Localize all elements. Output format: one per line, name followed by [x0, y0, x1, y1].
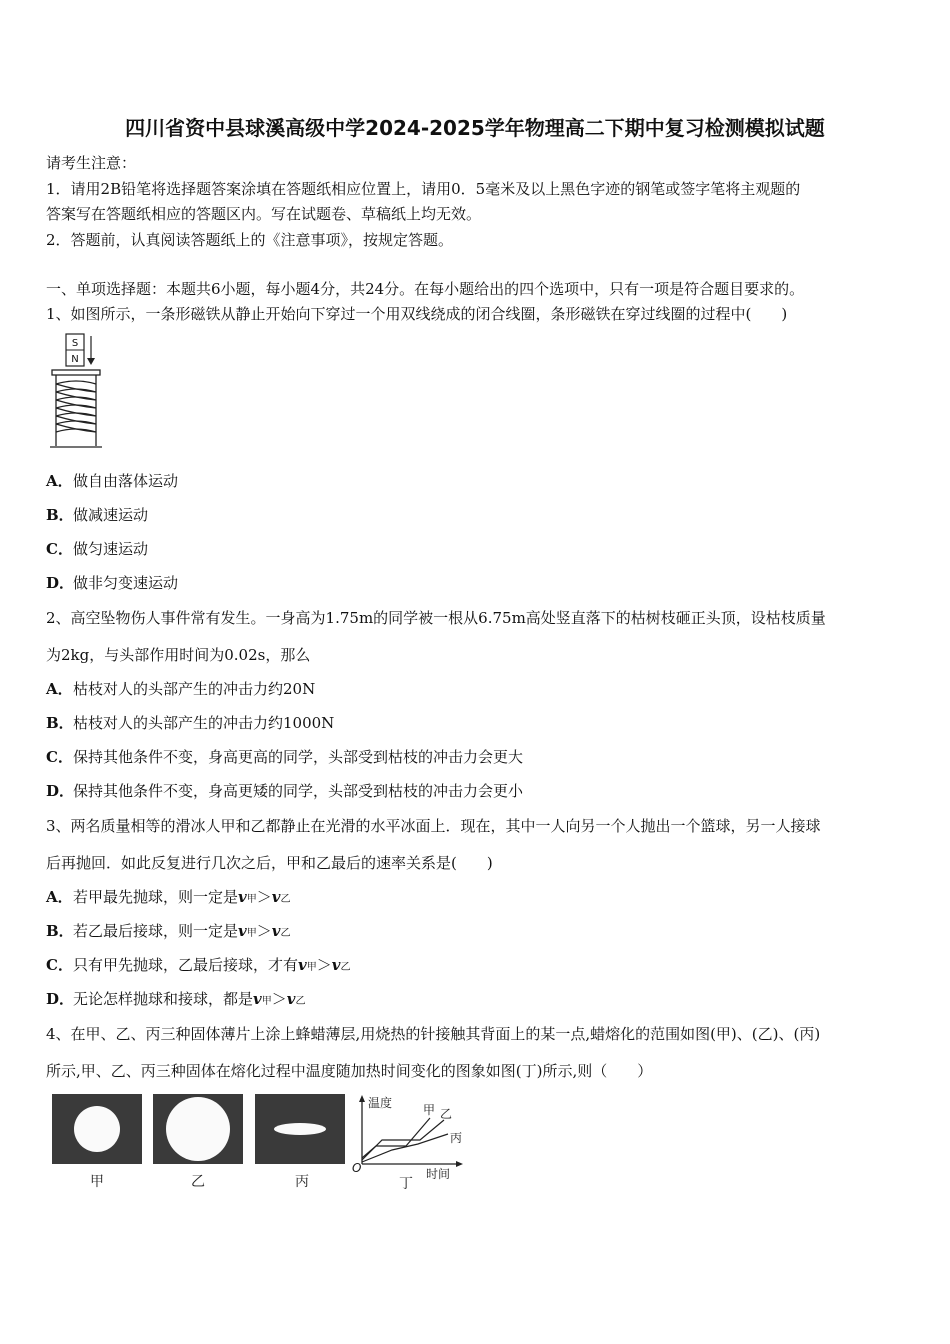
section-heading: 一、单项选择题：本题共6小题，每小题4分，共24分。在每小题给出的四个选项中，只有一项是符合题目要求的。	[46, 280, 805, 298]
plate-bing	[255, 1094, 345, 1164]
notice-heading: 请考生注意：	[46, 154, 137, 172]
q2-option-d: D．保持其他条件不变，身高更矮的同学，头部受到枯枝的冲击力会更小	[46, 782, 524, 800]
fig-label-ding: 丁	[399, 1176, 413, 1192]
down-arrow-icon	[87, 336, 95, 365]
curve-bing	[362, 1134, 448, 1162]
graph-origin-label: O	[352, 1161, 362, 1175]
plate-jia	[52, 1094, 142, 1164]
coil-frame	[50, 370, 102, 447]
curve-label-bing: 丙	[450, 1131, 463, 1145]
q2-option-a: A．枯枝对人的头部产生的冲击力约20N	[46, 680, 316, 698]
q1-option-d: D．做非匀变速运动	[46, 574, 179, 592]
page-title: 四川省资中县球溪高级中学2024-2025学年物理高二下期中复习检测模拟试题	[125, 116, 825, 140]
notice-item-2: 2．答题前，认真阅读答题纸上的《注意事项》，按规定答题。	[46, 231, 454, 249]
q3-option-b: B．若乙最后接球，则一定是v甲＞v乙	[46, 922, 291, 940]
bar-magnet	[66, 334, 84, 366]
magnet-n-label: N	[71, 354, 79, 365]
temperature-time-graph	[352, 1095, 463, 1181]
q1-option-a: A．做自由落体运动	[46, 472, 179, 490]
plate-yi	[153, 1094, 243, 1164]
q2-stem: 2、高空坠物伤人事件常有发生。一身高为1.75m的同学被一根从6.75m高处竖直落下的枯树枝砸正头顶，设枯枝质量	[46, 609, 826, 627]
notice-item-1: 1．请用2B铅笔将选择题答案涂填在答题纸相应位置上，请用0．5毫米及以上黑色字迹的钢笔或签字笔将主观题的	[46, 180, 801, 198]
q1-stem: 1、如图所示，一条形磁铁从静止开始向下穿过一个用双线绕成的闭合线圈，条形磁铁在穿过线圈的过程中( )	[46, 305, 788, 323]
q2-option-b: B．枯枝对人的头部产生的冲击力约1000N	[46, 714, 335, 732]
graph-x-label: 时间	[426, 1167, 451, 1181]
magnet-s-label: S	[71, 338, 79, 349]
q3-stem: 3、两名质量相等的滑冰人甲和乙都静止在光滑的水平冰面上．现在，其中一人向另一个人抛出一个篮球，另一人接球	[46, 817, 821, 835]
notice-item-1-cont: 答案写在答题纸相应的答题区内。写在试题卷、草稿纸上均无效。	[46, 205, 482, 223]
curve-jia	[362, 1118, 430, 1158]
q3-option-c: C．只有甲先抛球，乙最后接球，才有v甲＞v乙	[46, 956, 351, 974]
q1-option-c: C．做匀速运动	[46, 540, 149, 558]
graph-y-label: 温度	[368, 1096, 393, 1110]
curve-label-jia: 甲	[423, 1103, 436, 1117]
q3-option-d: D．无论怎样抛球和接球，都是v甲＞v乙	[46, 990, 306, 1008]
q1-option-b: B．做减速运动	[46, 506, 149, 524]
q3-stem-cont: 后再抛回．如此反复进行几次之后，甲和乙最后的速率关系是( )	[46, 854, 493, 872]
curve-label-yi: 乙	[440, 1107, 453, 1121]
q2-option-c: C．保持其他条件不变，身高更高的同学，头部受到枯枝的冲击力会更大	[46, 748, 524, 766]
q4-stem: 4、在甲、乙、丙三种固体薄片上涂上蜂蜡薄层,用烧热的针接触其背面上的某一点,蜡熔化的范围如图(甲)、(乙)、(丙)	[46, 1025, 821, 1043]
q4-stem-cont: 所示,甲、乙、丙三种固体在熔化过程中温度随加热时间变化的图象如图(丁)所示,则（ ）	[46, 1062, 653, 1080]
fig-label-bing: 丙	[295, 1174, 309, 1190]
fig-label-jia: 甲	[90, 1174, 104, 1190]
q2-stem-cont: 为2kg，与头部作用时间为0.02s，那么	[46, 646, 311, 664]
fig-label-yi: 乙	[191, 1174, 205, 1190]
q3-option-a: A．若甲最先抛球，则一定是v甲＞v乙	[46, 888, 291, 906]
q1-magnet-coil-figure	[46, 332, 108, 454]
q4-wax-melting-figure	[46, 1092, 470, 1194]
